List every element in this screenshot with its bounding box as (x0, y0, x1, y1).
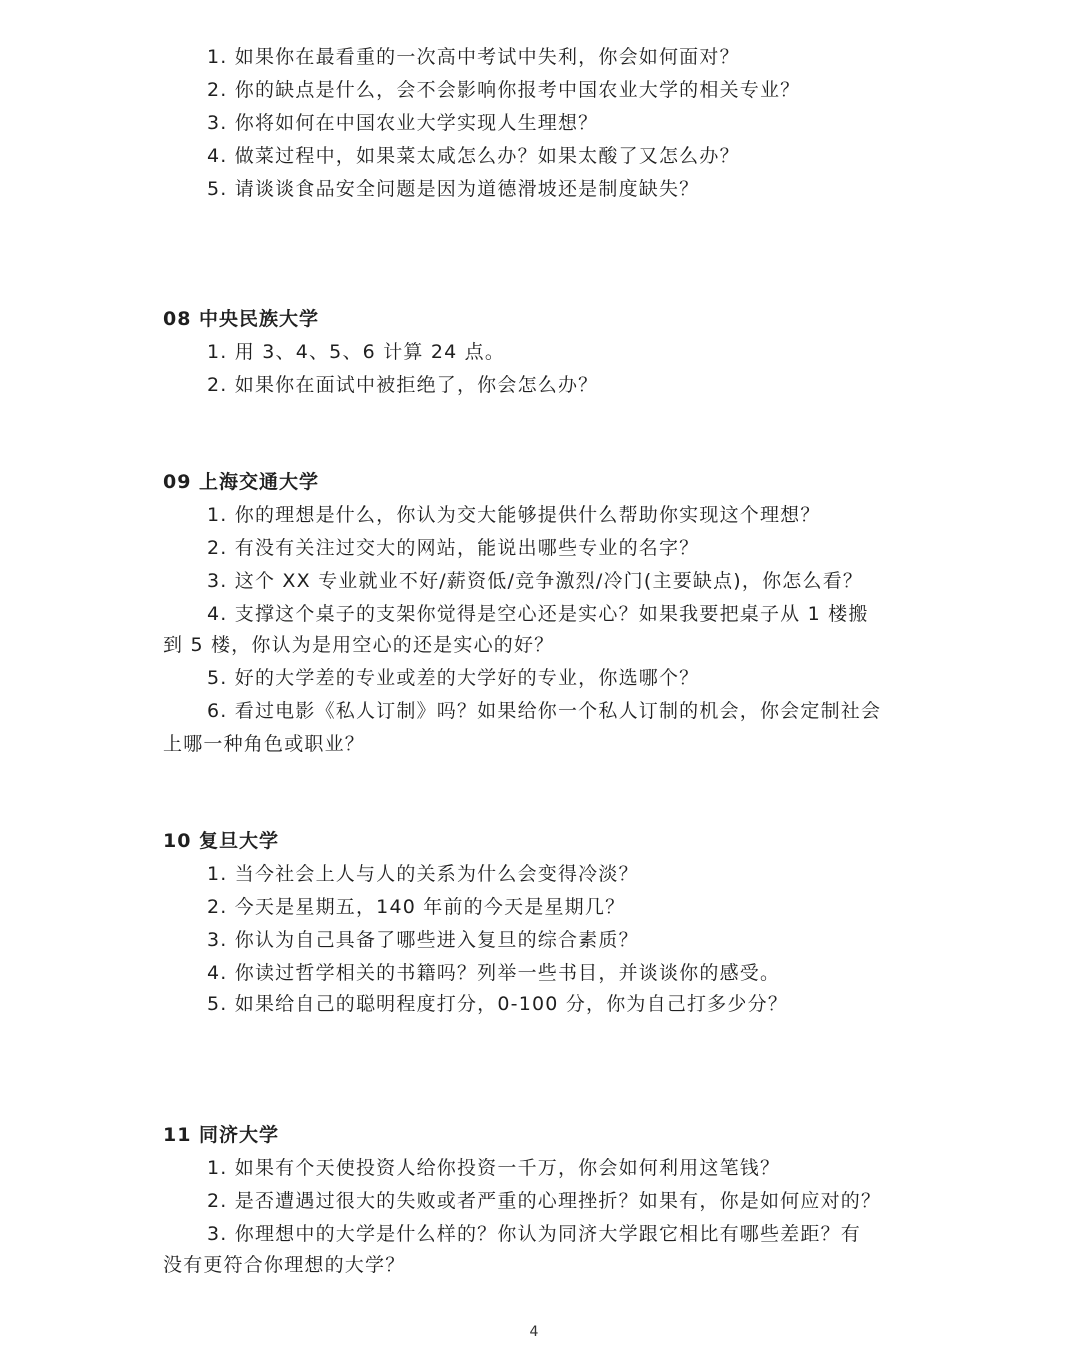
question-item: 4. 你读过哲学相关的书籍吗？列举一些书目，并谈谈你的感受。 (207, 962, 781, 984)
section-heading: 10 复旦大学 (163, 830, 280, 852)
question-item: 5. 如果给自己的聪明程度打分，0-100 分，你为自己打多少分？ (207, 993, 789, 1015)
question-item: 2. 今天是星期五，140 年前的今天是星期几？ (207, 896, 626, 918)
question-item: 2. 你的缺点是什么，会不会影响你报考中国农业大学的相关专业？ (207, 79, 801, 101)
question-item: 1. 你的理想是什么，你认为交大能够提供什么帮助你实现这个理想？ (207, 504, 821, 526)
section-heading: 11 同济大学 (163, 1124, 280, 1146)
question-item: 4. 支撑这个桌子的支架你觉得是空心还是实心？如果我要把桌子从 1 楼搬 (207, 603, 869, 625)
question-item: 2. 是否遭遇过很大的失败或者严重的心理挫折？如果有，你是如何应对的？ (207, 1190, 882, 1212)
question-item: 6. 看过电影《私人订制》吗？如果给你一个私人订制的机会，你会定制社会 (207, 700, 882, 722)
question-item: 5. 好的大学差的专业或差的大学好的专业，你选哪个？ (207, 667, 700, 689)
section-heading: 09 上海交通大学 (163, 471, 320, 493)
question-item: 1. 如果你在最看重的一次高中考试中失利，你会如何面对？ (207, 46, 740, 68)
question-item: 2. 如果你在面试中被拒绝了，你会怎么办？ (207, 374, 599, 396)
question-item: 3. 你理想中的大学是什么样的？你认为同济大学跟它相比有哪些差距？有 (207, 1223, 861, 1245)
question-item-continuation: 上哪一种角色或职业？ (163, 733, 366, 755)
question-item-continuation: 到 5 楼，你认为是用空心的还是实心的好？ (163, 634, 555, 656)
question-item: 3. 这个 XX 专业就业不好/薪资低/竞争激烈/冷门(主要缺点)，你怎么看？ (207, 570, 864, 592)
section-heading: 08 中央民族大学 (163, 308, 320, 330)
question-item: 2. 有没有关注过交大的网站，能说出哪些专业的名字？ (207, 537, 700, 559)
page-number: 4 (529, 1324, 539, 1340)
question-item-continuation: 没有更符合你理想的大学？ (163, 1254, 406, 1276)
question-item: 1. 如果有个天使投资人给你投资一千万，你会如何利用这笔钱？ (207, 1157, 781, 1179)
question-item: 4. 做菜过程中，如果菜太咸怎么办？如果太酸了又怎么办？ (207, 145, 740, 167)
question-item: 1. 当今社会上人与人的关系为什么会变得冷淡？ (207, 863, 639, 885)
question-item: 3. 你将如何在中国农业大学实现人生理想？ (207, 112, 599, 134)
question-item: 1. 用 3、4、5、6 计算 24 点。 (207, 341, 506, 363)
question-item: 3. 你认为自己具备了哪些进入复旦的综合素质？ (207, 929, 639, 951)
question-item: 5. 请谈谈食品安全问题是因为道德滑坡还是制度缺失？ (207, 178, 700, 200)
